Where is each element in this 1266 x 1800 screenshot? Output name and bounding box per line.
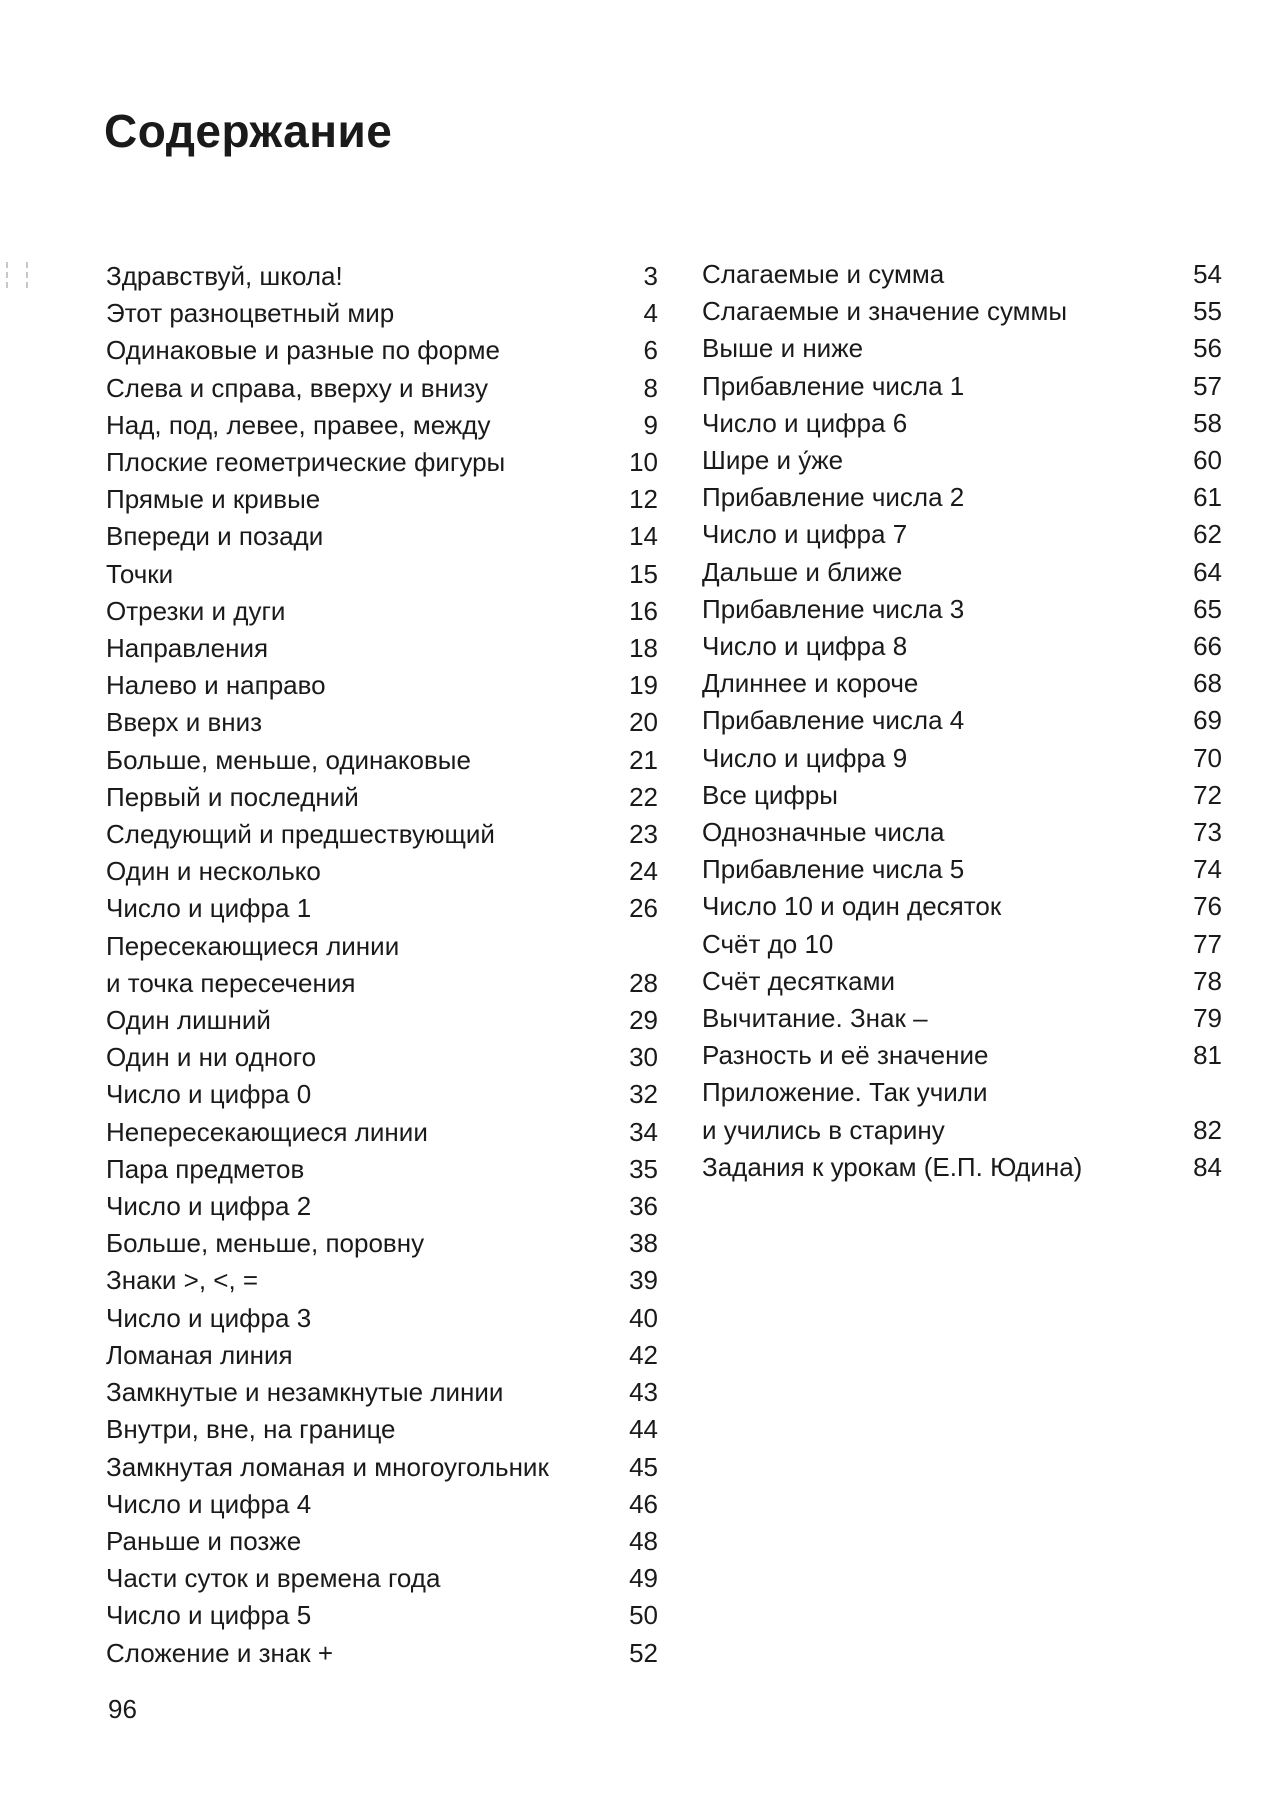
toc-entry [106,518,658,555]
toc-entry-title: Дальше и ближе [702,556,903,587]
toc-entry-page: 20 [629,707,658,738]
toc-entry [702,1037,1222,1074]
toc-entry-page: 66 [1193,631,1222,662]
toc-right-column [702,256,1222,1186]
toc-entry [702,628,1222,665]
toc-entry-page: 65 [1193,593,1222,624]
page-title: Содержание [104,105,393,157]
toc-entry-page: 16 [629,595,658,626]
toc-entry [106,1560,658,1597]
toc-entry-page: 60 [1193,445,1222,476]
toc-entry-page: 68 [1193,668,1222,699]
toc-entry-title: Число и цифра 0 [106,1079,312,1110]
toc-entry [106,1411,658,1448]
toc-entry [106,370,658,407]
toc-entry [106,779,658,816]
toc-entry [106,1076,658,1113]
toc-entry [106,1039,658,1076]
toc-entry-title: Больше, меньше, одинаковые [106,744,471,775]
toc-entry-title: Одинаковые и разные по форме [106,335,500,366]
toc-entry-page: 54 [1193,259,1222,289]
toc-entry-page: 21 [629,744,658,775]
toc-entry [106,1188,658,1225]
toc-entry-title: Части суток и времена года [106,1563,441,1594]
toc-entry [106,1337,658,1374]
toc-entry [702,368,1222,405]
toc-entry-page: 70 [1193,742,1222,773]
toc-entry [106,332,658,369]
toc-entry-page: 6 [643,335,658,366]
toc-entry-page: 55 [1193,296,1222,327]
toc-entry [106,258,658,295]
toc-entry-page: 76 [1193,891,1222,922]
toc-entry [702,1074,1222,1148]
toc-entry [106,1523,658,1560]
toc-entry-title: Налево и направо [106,670,326,701]
toc-entry [106,444,658,481]
toc-entry-title: Больше, меньше, поровну [106,1228,425,1259]
toc-entry-title: Число и цифра 4 [106,1488,312,1519]
toc-entry-title: Вычитание. Знак – [702,1003,928,1034]
toc-entry-page: 45 [629,1451,658,1482]
toc-entry-title: Число и цифра 2 [106,1191,312,1222]
toc-entry-title: Пара предметов [106,1153,305,1184]
toc-entry-page: 32 [629,1079,658,1110]
toc-entry-page: 40 [629,1302,658,1333]
toc-entry-page: 56 [1193,333,1222,364]
toc-entry-title: Точки [106,558,174,589]
toc-entry [106,1225,658,1262]
toc-entry [106,667,658,704]
toc-entry [702,740,1222,777]
toc-entry-title: Однозначные числа [702,817,945,848]
page-number: 96 [108,1694,137,1724]
toc-left-column [106,258,658,1672]
toc-entry-title: Один и несколько [106,856,321,887]
toc-entry [106,1262,658,1299]
toc-entry-title: Вверх и вниз [106,707,263,738]
toc-entry-page: 62 [1193,519,1222,550]
toc-entry-page: 58 [1193,407,1222,438]
toc-entry [702,256,1222,293]
toc-entry [106,928,658,1002]
toc-entry-page: 18 [629,633,658,664]
toc-entry [702,591,1222,628]
toc-entry [702,1149,1222,1186]
toc-entry-page: 81 [1193,1040,1222,1071]
toc-entry [106,742,658,779]
toc-entry-title: Число и цифра 6 [702,407,908,438]
toc-entry-page: 3 [643,261,658,291]
toc-entry-title: Плоские геометрические фигуры [106,447,506,478]
toc-entry-title: Слева и справа, вверху и внизу [106,372,489,403]
toc-entry-page: 61 [1193,482,1222,513]
toc-entry-title: Внутри, вне, на границе [106,1414,396,1445]
toc-entry-title: Этот разноцветный мир [106,298,395,329]
toc-entry-title: Число и цифра 7 [702,519,908,550]
toc-entry-title: Замкнутые и незамкнутые линии [106,1377,504,1408]
toc-entry-title: Задания к урокам (Е.П. Юдина) [702,1151,1083,1182]
toc-entry-page: 39 [629,1265,658,1296]
toc-entry-title: Число и цифра 1 [106,893,312,924]
toc-entry-page: 64 [1193,556,1222,587]
toc-entry-title: Число 10 и один десяток [702,891,1002,922]
toc-entry-title: Шире и у́же [702,445,844,476]
toc-entry-page: 30 [629,1042,658,1073]
toc-entry [702,554,1222,591]
toc-entry-page: 24 [629,856,658,887]
toc-entry [702,777,1222,814]
toc-entry-page: 74 [1193,854,1222,885]
toc-entry-title: Сложение и знак + [106,1637,334,1668]
toc-entry-title: Один лишний [106,1005,271,1036]
toc-entry-title: Отрезки и дуги [106,595,286,626]
toc-entry [702,702,1222,739]
toc-entry-page: 8 [643,372,658,403]
toc-entry [106,816,658,853]
toc-entry-page: 35 [629,1153,658,1184]
toc-entry-page: 10 [629,447,658,478]
toc-entry-page: 12 [629,484,658,515]
toc-entry-title: Направления [106,633,269,664]
toc-entry [702,442,1222,479]
toc-entry-page: 34 [629,1116,658,1147]
toc-entry [702,479,1222,516]
toc-entry [106,1300,658,1337]
toc-entry-page: 43 [629,1377,658,1408]
toc-entry [702,814,1222,851]
toc-entry-title: Прибавление числа 2 [702,482,965,513]
toc-entry-page: 22 [629,781,658,812]
toc-entry-page: 15 [629,558,658,589]
toc-entry [106,630,658,667]
toc-entry [106,1002,658,1039]
toc-entry [702,1000,1222,1037]
toc-entry [106,1374,658,1411]
toc-entry-page: 84 [1193,1151,1222,1182]
toc-entry [702,665,1222,702]
toc-entry [106,1635,658,1672]
toc-entry-title: Замкнутая ломаная и многоугольник [106,1451,549,1482]
toc-entry-page: 69 [1193,705,1222,736]
toc-entry [106,1151,658,1188]
toc-entry [106,1114,658,1151]
toc-entry-title: Прибавление числа 1 [702,370,965,401]
toc-entry [106,556,658,593]
toc-entry-title: Длиннее и короче [702,668,919,699]
toc-entry-page: 78 [1193,965,1222,996]
toc-entry-title: Слагаемые и значение суммы [702,296,1068,327]
toc-entry-title: Знаки >, <, = [106,1265,259,1296]
toc-entry-title: Один и ни одного [106,1042,317,1073]
toc-entry-title: Прибавление числа 3 [702,593,965,624]
toc-entry-page: 23 [629,819,658,850]
toc-entry [106,1486,658,1523]
toc-entry-page: 28 [629,967,658,998]
toc-entry-title: Непересекающиеся линии [106,1116,428,1147]
toc-entry [702,405,1222,442]
toc-entry-page: 77 [1193,928,1222,959]
toc-entry-page: 73 [1193,817,1222,848]
toc-entry-title: Здравствуй, школа! [106,261,343,291]
toc-entry [702,516,1222,553]
toc-entry-title: Число и цифра 9 [702,742,908,773]
scan-binding-mark [6,262,28,288]
toc-entry [702,293,1222,330]
toc-entry-page: 4 [643,298,658,329]
toc-entry [106,1449,658,1486]
toc-entry-page: 19 [629,670,658,701]
toc-entry-page: 50 [629,1600,658,1631]
toc-entry [702,963,1222,1000]
toc-entry-title: Число и цифра 5 [106,1600,312,1631]
toc-entry-title: Число и цифра 8 [702,631,908,662]
toc-entry-title: Прибавление числа 5 [702,854,965,885]
toc-entry-page: 46 [629,1488,658,1519]
toc-entry-page: 14 [629,521,658,552]
toc-entry-title: Прямые и кривые [106,484,321,515]
toc-entry [106,704,658,741]
toc-entry-page: 72 [1193,779,1222,810]
toc-entry [106,1597,658,1634]
toc-entry [702,926,1222,963]
toc-entry-title: Над, под, левее, правее, между [106,409,491,440]
toc-entry-page: 29 [629,1005,658,1036]
toc-entry-title: Счёт до 10 [702,928,834,959]
toc-entry-page: 42 [629,1339,658,1370]
toc-entry-title: Первый и последний [106,781,359,812]
toc-entry-page: 52 [629,1637,658,1668]
toc-entry [702,888,1222,925]
toc-entry-title: Приложение. Так учили и учились в старину [702,1077,988,1145]
toc-entry [702,851,1222,888]
toc-entry-title: Следующий и предшествующий [106,819,495,850]
toc-entry-title: Прибавление числа 4 [702,705,965,736]
toc-entry-page: 26 [629,893,658,924]
toc-entry-page: 38 [629,1228,658,1259]
toc-entry [106,890,658,927]
toc-entry-page: 49 [629,1563,658,1594]
toc-entry-title: Ломаная линия [106,1339,293,1370]
toc-entry-title: Слагаемые и сумма [702,259,945,289]
toc-entry-page: 9 [643,409,658,440]
toc-entry-page: 44 [629,1414,658,1445]
toc-entry-page: 57 [1193,370,1222,401]
toc-entry [106,593,658,630]
toc-entry-title: Раньше и позже [106,1525,302,1556]
toc-entry-title: Число и цифра 3 [106,1302,312,1333]
toc-entry [106,853,658,890]
toc-entry-title: Пересекающиеся линии и точка пересечения [106,930,400,998]
toc-entry [106,407,658,444]
toc-entry-title: Впереди и позади [106,521,324,552]
toc-entry [106,295,658,332]
toc-entry [702,330,1222,367]
toc-entry-page: 36 [629,1191,658,1222]
toc-entry-page: 82 [1193,1114,1222,1145]
toc-entry [106,481,658,518]
toc-entry-page: 79 [1193,1003,1222,1034]
toc-entry-title: Выше и ниже [702,333,864,364]
toc-entry-page: 48 [629,1525,658,1556]
toc-entry-title: Счёт десятками [702,965,896,996]
toc-entry-title: Разность и её значение [702,1040,989,1071]
toc-entry-title: Все цифры [702,779,838,810]
